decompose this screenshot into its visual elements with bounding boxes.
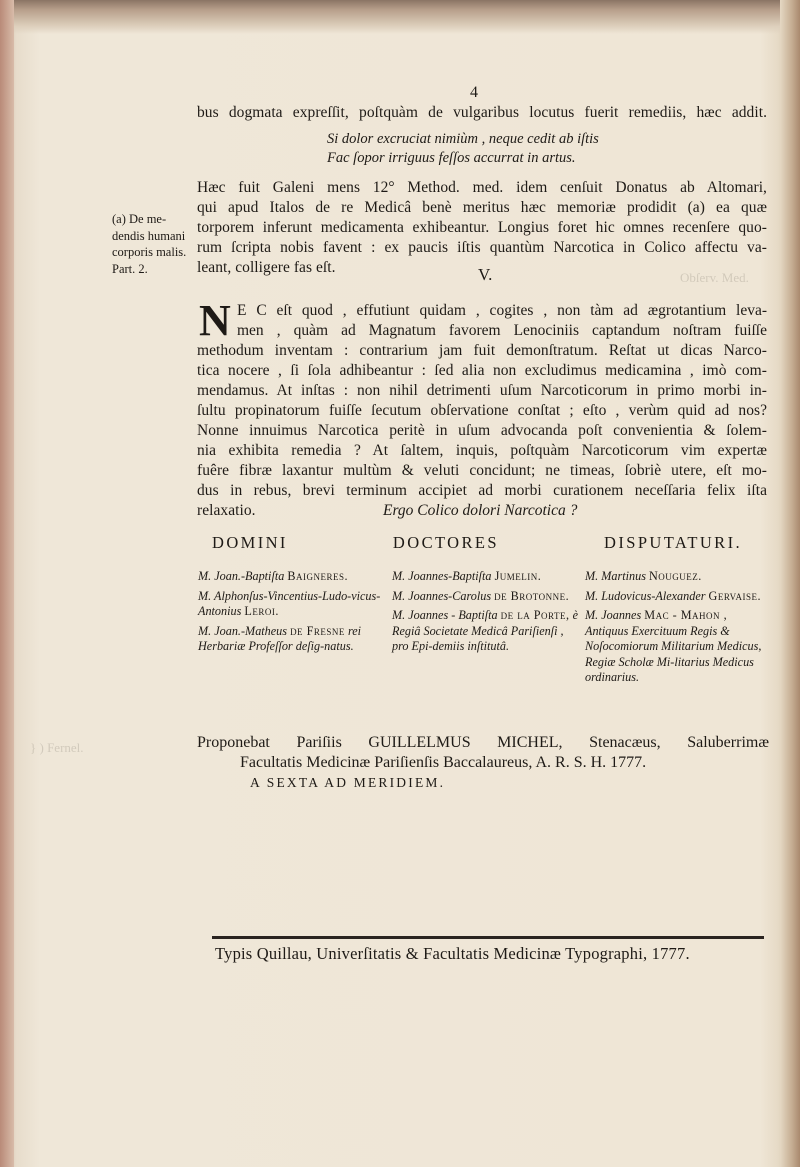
paragraph-nec-first <box>237 301 767 341</box>
doctor-title: è Regiâ Societate Medicâ Pariſienſi , pro Epi-demiis inſtitutâ. <box>392 608 578 653</box>
doctor-surname: de Brotonne. <box>494 588 570 603</box>
doctor-surname: de Fresne <box>290 623 345 638</box>
text-line: tica nocere , ſi ſola adhibeantur : ſed alia non excludimus medicamina , imò com- <box>197 362 767 379</box>
text-line: methodum inventam : contrarium jam fuit demonſtratum. Reſtat ut dicas Narco- <box>197 342 767 359</box>
text-line: Hæc fuit Galeni mens 12° Method. med. idem cenſuit Donatus ab Altomari, <box>197 179 767 196</box>
page-fold-shadow <box>0 0 800 34</box>
text-line: E C eſt quod , effutiunt quidam , cogites , non tàm ad ægrotantium leva- <box>237 302 767 319</box>
right-page-edge <box>780 0 800 1167</box>
doctor-name: M. Joannes <box>585 608 642 622</box>
doctor-entry <box>198 589 388 620</box>
doctor-surname: Leroi. <box>244 604 279 618</box>
text-line: Nonne innuimus Narcotica peritè in uſum advocanda poſt convenientia & ſolem- <box>197 422 767 439</box>
doctors-column-2 <box>392 569 578 659</box>
doctor-entry <box>392 608 578 655</box>
text-line: bus dogmata expreſſit, poſtquàm de vulgaribus locutus fuerit remediis, hæc addit. <box>197 104 767 121</box>
doctor-name: M. Joan.-Baptiſta <box>198 569 285 583</box>
doctor-surname: Jumelin. <box>494 569 542 583</box>
doctor-name: M. Martinus <box>585 569 646 583</box>
text-line: rum ſcripta nobis favent : ex paucis iſtis quantùm Narcotica in Colico affectu va- <box>197 239 767 256</box>
text-line: ſultu propinatorum fuiſſe ſecutum obſervatione conſtat ; eſto , verùm quid ad nos? <box>197 402 767 419</box>
drop-capital: N <box>199 296 231 345</box>
verse-quote <box>327 130 599 168</box>
doctors-heading: DOMINI DOCTORES DISPUTATURI. <box>212 533 742 552</box>
doctor-entry <box>392 569 578 585</box>
doctor-name: M. Alphonſus-Vincentius-Ludo-vicus-Antonius <box>198 588 381 618</box>
bleed-through-mark: Obſerv. Med. <box>680 270 749 285</box>
text-line: torporem inferunt medicamenta exhibeantur. Longius foret hic omnes recenſere quo- <box>197 219 767 236</box>
text-line: men , quàm ad Magnatum favorem Lenociniis captandum noſtram fuiſſe <box>237 322 767 339</box>
section-number: V. <box>478 265 493 284</box>
doctor-entry <box>585 608 767 686</box>
bleed-through-mark: } ) Fernel. <box>30 740 84 755</box>
doctor-entry <box>585 589 767 605</box>
doctors-column-3 <box>585 569 767 690</box>
doctor-entry <box>198 569 388 585</box>
doctor-entry <box>585 569 767 585</box>
imprint-rule <box>212 936 764 939</box>
text-line: qui apud Italos de re Medicâ benè meritus hæc memoriæ prodidit (a) ea quæ <box>197 199 767 216</box>
text-line: mendamus. At inſtas : non nihil detrimenti uſum Narcoticorum in primo morbi in- <box>197 382 767 399</box>
doctor-title: rei Herbariæ Profeſſor deſig-natus. <box>198 623 362 653</box>
paragraph-nec <box>197 341 767 521</box>
thesis-question: Ergo Colico dolori Narcotica ? <box>383 502 578 519</box>
verse-line: Si dolor excruciat nimiùm , neque cedit ab iſtis <box>327 131 599 147</box>
doctor-name: M. Joan.-Matheus <box>198 623 288 638</box>
doctor-name: M. Joannes - Baptiſta <box>392 608 498 622</box>
text-line: relaxatio. <box>197 502 256 519</box>
doctor-surname: Gervaise. <box>708 588 762 603</box>
margin-note-line: dendis humani <box>112 228 186 243</box>
margin-note-line: corporis malis. <box>112 245 187 259</box>
text-line: dus in rebus, brevi terminum accipiet ad morbi curationem neceſſaria felix iſta <box>197 482 767 499</box>
margin-note-line: Part. 2. <box>112 261 148 276</box>
text-line: leant, colligere fas eſt. <box>197 259 336 276</box>
text-line: nia exhibita remedia ? At ſaltem, inquis, poſtquàm Narcoticorum vim expertæ <box>197 442 767 459</box>
text-line: fuêre fibræ laxantur multùm & veluti concidunt; ne timeas, ſobriè utere, eſt mo- <box>197 462 767 479</box>
printer-imprint: Typis Quillau, Univerſitatis & Facultatis Medicinæ Typographi, 1777. <box>215 944 690 963</box>
doctor-surname: de la Porte, <box>500 608 570 622</box>
hour-line: A SEXTA AD MERIDIEM. <box>250 775 446 790</box>
page-number: 4 <box>470 84 478 101</box>
doctor-surname: Mac - Mahon , <box>644 608 728 622</box>
doctor-surname: Baigneres. <box>287 569 349 583</box>
continuation-line <box>197 103 767 123</box>
verse-line: Fac ſopor irriguus feſſos accurrat in artus. <box>327 150 576 166</box>
doctor-entry <box>198 624 388 655</box>
doctor-name: M. Ludovicus-Alexander <box>585 588 706 603</box>
doctor-title: Antiquus Exercituum Regis & Noſocomiorum Militarium Medicus, Regiæ Scholæ Mi-litarius Medicus ordinarius. <box>585 623 762 684</box>
facultatis-line: Facultatis Medicinæ Pariſienſis Baccalaureus, A. R. S. H. 1777. <box>240 754 647 771</box>
doctors-column-1 <box>198 569 388 659</box>
margin-note <box>112 211 192 277</box>
doctor-surname: Nouguez. <box>648 569 702 583</box>
left-page-edge <box>0 0 14 1167</box>
proponebat-line: Proponebat Pariſiis GUILLELMUS MICHEL, Stenacæus, Saluberrimæ <box>197 734 769 751</box>
doctor-name: M. Joannes-Baptiſta <box>392 569 492 583</box>
doctor-name: M. Joannes-Carolus <box>392 588 492 603</box>
margin-note-line: (a) De me- <box>112 212 167 226</box>
doctor-entry <box>392 589 578 605</box>
paragraph-galeni <box>197 178 767 278</box>
